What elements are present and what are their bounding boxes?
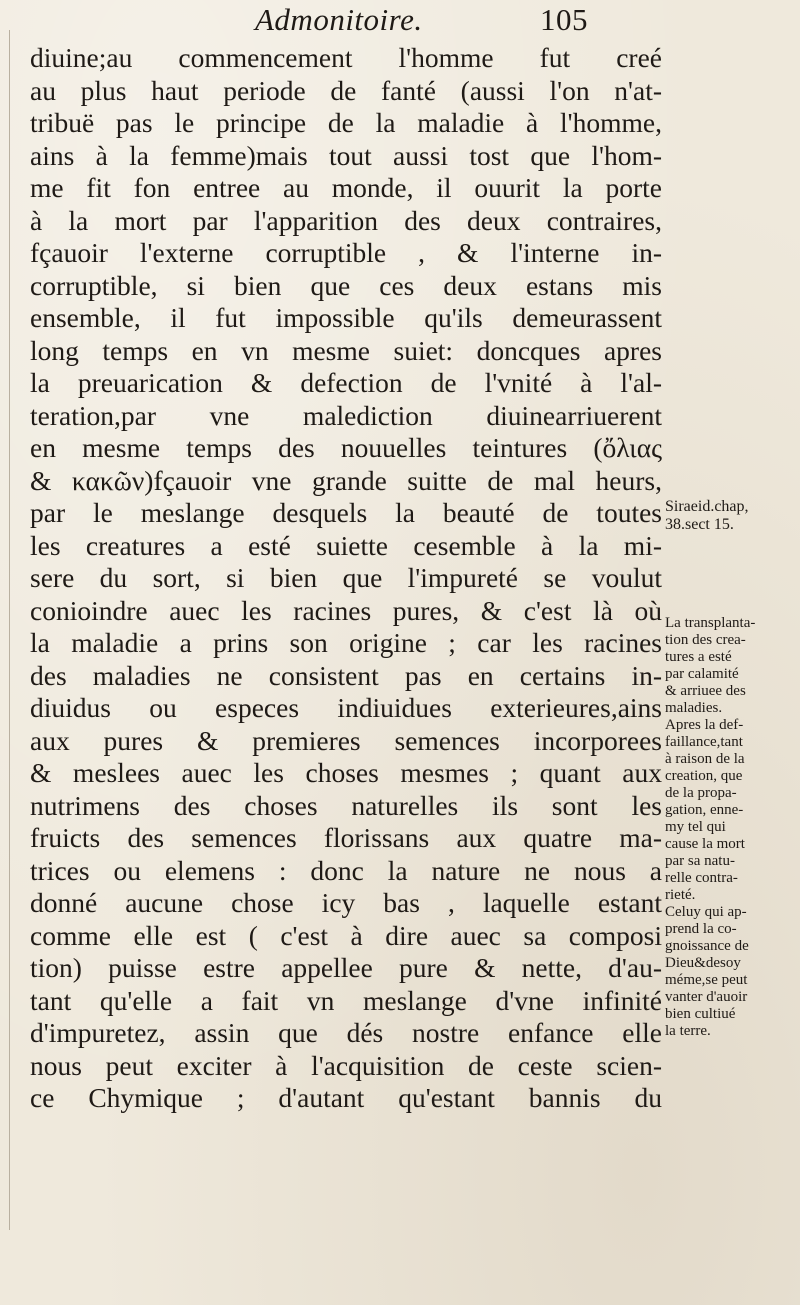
margin-gloss-line: & arriuee des bbox=[665, 683, 746, 699]
text-line: fçauoir l'externe corruptible , & l'interne in- bbox=[30, 237, 662, 268]
margin-gloss-line: rieté. bbox=[665, 887, 696, 903]
text-line: les creatures a esté suiette cesemble à la mi- bbox=[30, 529, 662, 561]
margin-gloss-line: Apres la def- bbox=[665, 717, 744, 733]
page-number: 105 bbox=[540, 2, 588, 37]
text-line: teration,par vne malediction diuinearriuerent bbox=[30, 399, 662, 431]
text-line: la preuarication & defection de l'vnité à l'al- bbox=[30, 367, 662, 398]
text-line: comme elle est ( c'est à dire auec sa composi bbox=[30, 919, 662, 951]
margin-gloss-line: my tel qui bbox=[665, 819, 726, 835]
text-line: conioindre auec les racines pures, & c'est là où bbox=[30, 594, 662, 626]
margin-gloss bbox=[665, 615, 797, 1040]
main-text-block bbox=[30, 42, 662, 1115]
text-line: par le meslange desquels la beauté de toutes bbox=[30, 497, 662, 528]
margin-reference bbox=[665, 498, 797, 534]
margin-ref-line: Siraeid.chap, bbox=[665, 498, 749, 515]
margin-ref-line: 38.sect 15. bbox=[665, 516, 734, 533]
text-line: tion) puisse estre appellee pure & nette, d'au- bbox=[30, 952, 662, 983]
margin-gloss-line: relle contra- bbox=[665, 870, 738, 886]
margin-gloss-line: méme,se peut bbox=[665, 972, 748, 988]
text-line: diuidus ou especes indiuidues exterieures,ains bbox=[30, 692, 662, 723]
text-line: fruicts des semences florissans aux quatre ma- bbox=[30, 822, 662, 853]
margin-gloss-line: maladies. bbox=[665, 700, 723, 716]
margin-gloss-line: de la propa- bbox=[665, 785, 737, 801]
margin-gloss-line: par sa natu- bbox=[665, 853, 735, 869]
text-line: aux pures & premieres semences incorporees bbox=[30, 724, 662, 756]
text-line: diuine;au commencement l'homme fut creé bbox=[30, 42, 662, 73]
text-line: tant qu'elle a fait vn meslange d'vne infinité bbox=[30, 984, 662, 1016]
text-line: & κακῶν)fçauoir vne grande suitte de mal heurs, bbox=[30, 464, 662, 496]
margin-gloss-line: gation, enne- bbox=[665, 802, 744, 818]
text-line: au plus haut periode de fanté (aussi l'on n'at- bbox=[30, 74, 662, 106]
text-line: corruptible, si bien que ces deux estans mis bbox=[30, 269, 662, 301]
text-line: en mesme temps des nouuelles teintures (ὄλιας bbox=[30, 432, 662, 463]
margin-gloss-line: à raison de la bbox=[665, 751, 745, 767]
text-line: ce Chymique ; d'autant qu'estant bannis du bbox=[30, 1082, 662, 1113]
text-line: long temps en vn mesme suiet: doncques apres bbox=[30, 334, 662, 366]
margin-gloss-line: par calamité bbox=[665, 666, 739, 682]
text-line: à la mort par l'apparition des deux contraires, bbox=[30, 204, 662, 236]
margin-gloss-line: creation, que bbox=[665, 768, 743, 784]
margin-gloss-line: cause la mort bbox=[665, 836, 745, 852]
text-line: me fit fon entree au monde, il ouurit la porte bbox=[30, 172, 662, 203]
text-line: des maladies ne consistent pas en certains in- bbox=[30, 659, 662, 691]
text-line: nous peut exciter à l'acquisition de ceste scien- bbox=[30, 1049, 662, 1081]
margin-gloss-line: faillance,tant bbox=[665, 734, 743, 750]
text-line: tribuë pas le principe de la maladie à l'homme, bbox=[30, 107, 662, 138]
text-line: ains à la femme)mais tout aussi tost que l'hom- bbox=[30, 139, 662, 171]
margin-gloss-line: La transplanta- bbox=[665, 615, 756, 631]
margin-gloss-line: prend la co- bbox=[665, 921, 737, 937]
margin-gloss-line: Dieu&desoy bbox=[665, 955, 741, 971]
margin-gloss-line: vanter d'auoir bbox=[665, 989, 748, 1005]
text-line: & meslees auec les choses mesmes ; quant aux bbox=[30, 757, 662, 788]
margin-gloss-line: bien cultiué bbox=[665, 1006, 736, 1022]
margin-gloss-line: la terre. bbox=[665, 1023, 711, 1039]
margin-gloss-line: gnoissance de bbox=[665, 938, 749, 954]
text-line: d'impuretez, assin que dés nostre enfance elle bbox=[30, 1017, 662, 1048]
margin-gloss-line: tion des crea- bbox=[665, 632, 746, 648]
text-line: la maladie a prins son origine ; car les racines bbox=[30, 627, 662, 658]
page-header bbox=[255, 2, 655, 42]
running-title: Admonitoire. bbox=[255, 2, 423, 37]
text-line: ensemble, il fut impossible qu'ils demeurassent bbox=[30, 302, 662, 333]
text-line: trices ou elemens : donc la nature ne nous a bbox=[30, 854, 662, 886]
text-line: nutrimens des choses naturelles ils sont les bbox=[30, 789, 662, 821]
margin-gloss-line: tures a esté bbox=[665, 649, 732, 665]
text-line: donné aucune chose icy bas , laquelle estant bbox=[30, 887, 662, 918]
margin-gloss-line: Celuy qui ap- bbox=[665, 904, 747, 920]
text-line: sere du sort, si bien que l'impureté se voulut bbox=[30, 562, 662, 593]
page-edge-rule bbox=[9, 30, 10, 1230]
